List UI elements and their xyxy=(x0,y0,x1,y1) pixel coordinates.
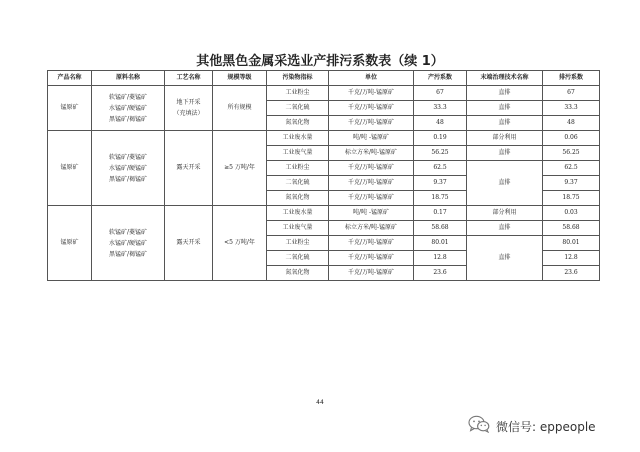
wechat-icon xyxy=(468,415,490,437)
treatment-cell: 直排 xyxy=(467,221,543,236)
discharge-value: 56.25 xyxy=(543,146,600,161)
pollutant-cell: 工业废气量 xyxy=(267,146,329,161)
treatment-cell: 直排 xyxy=(467,86,543,101)
product-cell: 锰原矿 xyxy=(48,206,92,281)
watermark xyxy=(468,416,596,436)
generation-value: 0.19 xyxy=(414,131,467,146)
discharge-value: 67 xyxy=(543,86,600,101)
unit-cell: 吨/吨 -锰原矿 xyxy=(329,206,414,221)
scale-cell: <5 万吨/年 xyxy=(213,206,267,281)
table-row xyxy=(48,86,600,101)
process-cell: 露天开采 xyxy=(165,131,213,206)
emission-coefficient-table xyxy=(47,70,600,281)
material-cell: 软锰矿/菱锰矿 水锰矿/硬锰矿 黑锰矿/褐锰矿 xyxy=(92,206,165,281)
table-row xyxy=(48,131,600,146)
generation-value: 33.3 xyxy=(414,101,467,116)
discharge-value: 9.37 xyxy=(543,176,600,191)
material-cell: 软锰矿/菱锰矿 水锰矿/硬锰矿 黑锰矿/褐锰矿 xyxy=(92,131,165,206)
unit-cell: 千克/万吨-锰原矿 xyxy=(329,266,414,281)
unit-cell: 千克/万吨-锰原矿 xyxy=(329,176,414,191)
material-cell: 软锰矿/菱锰矿 水锰矿/硬锰矿 黑锰矿/褐锰矿 xyxy=(92,86,165,131)
pollutant-cell: 工业废水量 xyxy=(267,131,329,146)
unit-cell: 千克/万吨-锰原矿 xyxy=(329,236,414,251)
process-cell: 地下开采 （充填法） xyxy=(165,86,213,131)
header-generation-coefficient: 产污系数 xyxy=(414,71,467,86)
discharge-value: 23.6 xyxy=(543,266,600,281)
generation-value: 58.68 xyxy=(414,221,467,236)
discharge-value: 18.75 xyxy=(543,191,600,206)
unit-cell: 千克/万吨-锰原矿 xyxy=(329,116,414,131)
generation-value: 67 xyxy=(414,86,467,101)
generation-value: 0.17 xyxy=(414,206,467,221)
generation-value: 48 xyxy=(414,116,467,131)
discharge-value: 48 xyxy=(543,116,600,131)
generation-value: 12.8 xyxy=(414,251,467,266)
pollutant-cell: 工业粉尘 xyxy=(267,86,329,101)
treatment-cell: 直排 xyxy=(467,146,543,161)
generation-value: 9.37 xyxy=(414,176,467,191)
header-product: 产品名称 xyxy=(48,71,92,86)
header-discharge-coefficient: 排污系数 xyxy=(543,71,600,86)
generation-value: 80.01 xyxy=(414,236,467,251)
watermark-text: 微信号: eppeople xyxy=(496,419,596,434)
treatment-cell: 部分利用 xyxy=(467,206,543,221)
header-treatment-technology: 末端治理技术名称 xyxy=(467,71,543,86)
pollutant-cell: 二氧化硫 xyxy=(267,176,329,191)
pollutant-cell: 二氧化硫 xyxy=(267,251,329,266)
generation-value: 23.6 xyxy=(414,266,467,281)
discharge-value: 58.68 xyxy=(543,221,600,236)
discharge-value: 80.01 xyxy=(543,236,600,251)
process-cell: 露天开采 xyxy=(165,206,213,281)
generation-value: 56.25 xyxy=(414,146,467,161)
product-cell: 锰原矿 xyxy=(48,131,92,206)
table-row xyxy=(48,206,600,221)
unit-cell: 千克/万吨-锰原矿 xyxy=(329,191,414,206)
generation-value: 62.5 xyxy=(414,161,467,176)
pollutant-cell: 氮氧化物 xyxy=(267,266,329,281)
product-cell: 锰原矿 xyxy=(48,86,92,131)
unit-cell: 吨/吨 -锰原矿 xyxy=(329,131,414,146)
header-material: 原料名称 xyxy=(92,71,165,86)
treatment-cell: 直排 xyxy=(467,236,543,281)
unit-cell: 千克/万吨-锰原矿 xyxy=(329,101,414,116)
pollutant-cell: 二氧化硫 xyxy=(267,101,329,116)
discharge-value: 0.03 xyxy=(543,206,600,221)
treatment-cell: 部分利用 xyxy=(467,131,543,146)
pollutant-cell: 工业废气量 xyxy=(267,221,329,236)
pollutant-cell: 氮氧化物 xyxy=(267,191,329,206)
treatment-cell: 直排 xyxy=(467,116,543,131)
treatment-cell: 直排 xyxy=(467,101,543,116)
treatment-cell: 直排 xyxy=(467,161,543,206)
pollutant-cell: 氮氧化物 xyxy=(267,116,329,131)
unit-cell: 标立方米/吨-锰原矿 xyxy=(329,146,414,161)
unit-cell: 标立方米/吨-锰原矿 xyxy=(329,221,414,236)
discharge-value: 0.06 xyxy=(543,131,600,146)
unit-cell: 千克/万吨-锰原矿 xyxy=(329,251,414,266)
scale-cell: ≥5 万吨/年 xyxy=(213,131,267,206)
pollutant-cell: 工业粉尘 xyxy=(267,236,329,251)
scale-cell: 所有规模 xyxy=(213,86,267,131)
header-pollutant: 污染物指标 xyxy=(267,71,329,86)
discharge-value: 62.5 xyxy=(543,161,600,176)
table-header-row xyxy=(48,71,600,86)
header-process: 工艺名称 xyxy=(165,71,213,86)
pollutant-cell: 工业粉尘 xyxy=(267,161,329,176)
page-title: 其他黑色金属采选业产排污系数表（续 1） xyxy=(196,54,444,69)
pollutant-cell: 工业废水量 xyxy=(267,206,329,221)
unit-cell: 千克/万吨-锰原矿 xyxy=(329,86,414,101)
generation-value: 18.75 xyxy=(414,191,467,206)
page-number: 44 xyxy=(316,399,324,406)
header-scale: 规模等级 xyxy=(213,71,267,86)
discharge-value: 12.8 xyxy=(543,251,600,266)
unit-cell: 千克/万吨-锰原矿 xyxy=(329,161,414,176)
header-unit: 单位 xyxy=(329,71,414,86)
discharge-value: 33.3 xyxy=(543,101,600,116)
